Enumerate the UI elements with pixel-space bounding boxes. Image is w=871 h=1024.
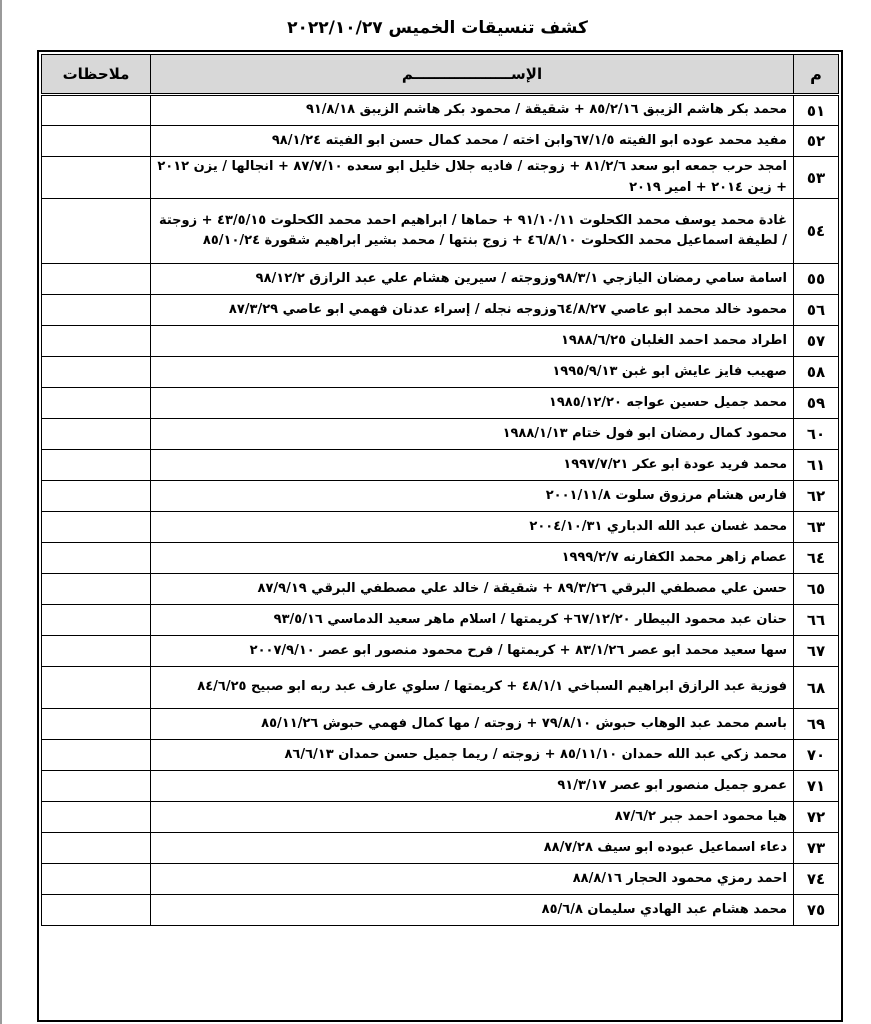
table-row bbox=[42, 833, 839, 864]
row-notes bbox=[42, 895, 151, 926]
page-title: كشف تنسيقات الخميس ٢٠٢٢/١٠/٢٧ bbox=[287, 18, 588, 38]
row-name: محمد هشام عبد الهادي سليمان ٨٥/٦/٨ bbox=[151, 895, 794, 926]
row-notes bbox=[42, 157, 151, 199]
row-notes bbox=[42, 199, 151, 264]
header-number: م bbox=[794, 55, 839, 95]
table-row bbox=[42, 895, 839, 926]
row-notes bbox=[42, 605, 151, 636]
row-name: احمد رمزي محمود الحجار ٨٨/٨/١٦ bbox=[151, 864, 794, 895]
table-row bbox=[42, 605, 839, 636]
row-name: عصام زاهر محمد الكفارنه ١٩٩٩/٢/٧ bbox=[151, 543, 794, 574]
row-notes bbox=[42, 574, 151, 605]
row-number: ٧٢ bbox=[794, 802, 839, 833]
row-number: ٦٩ bbox=[794, 709, 839, 740]
row-notes bbox=[42, 667, 151, 709]
row-name: سها سعيد محمد ابو عصر ٨٣/١/٢٦ + كريمتها / فرح محمود منصور ابو عصر ٢٠٠٧/٩/١٠ bbox=[151, 636, 794, 667]
row-name: حنان عبد محمود البيطار ٦٧/١٢/٢٠+ كريمتها / اسلام ماهر سعيد الدماسي ٩٣/٥/١٦ bbox=[151, 605, 794, 636]
row-notes bbox=[42, 295, 151, 326]
row-notes bbox=[42, 481, 151, 512]
table-row bbox=[42, 574, 839, 605]
row-number: ٥٩ bbox=[794, 388, 839, 419]
row-name: فوزية عبد الرازق ابراهيم السباخي ٤٨/١/١ + كريمتها / سلوي عارف عبد ربه ابو صبيح ٨٤/٦/٢٥ bbox=[151, 667, 794, 709]
row-number: ٦٥ bbox=[794, 574, 839, 605]
row-name: محمد بكر هاشم الزيبق ٨٥/٢/١٦ + شقيقة / محمود بكر هاشم الزيبق ٩١/٨/١٨ bbox=[151, 95, 794, 126]
row-notes bbox=[42, 264, 151, 295]
names-table bbox=[41, 54, 839, 926]
row-number: ٧٣ bbox=[794, 833, 839, 864]
row-number: ٦٨ bbox=[794, 667, 839, 709]
table-row bbox=[42, 326, 839, 357]
row-number: ٦٢ bbox=[794, 481, 839, 512]
row-notes bbox=[42, 636, 151, 667]
row-notes bbox=[42, 419, 151, 450]
row-notes bbox=[42, 450, 151, 481]
coordination-sheet bbox=[37, 50, 843, 1022]
row-name: محمود كمال رمضان ابو فول ختام ١٩٨٨/١/١٣ bbox=[151, 419, 794, 450]
header-notes: ملاحظات bbox=[42, 55, 151, 95]
table-row bbox=[42, 709, 839, 740]
row-number: ٥٦ bbox=[794, 295, 839, 326]
table-row bbox=[42, 450, 839, 481]
row-notes bbox=[42, 740, 151, 771]
table-row bbox=[42, 126, 839, 157]
row-number: ٥٥ bbox=[794, 264, 839, 295]
row-notes bbox=[42, 771, 151, 802]
row-number: ٥٤ bbox=[794, 199, 839, 264]
row-name: محمد غسان عبد الله الدباري ٢٠٠٤/١٠/٣١ bbox=[151, 512, 794, 543]
row-name: محمود خالد محمد ابو عاصي ٦٤/٨/٢٧وزوجه نجله / إسراء عدنان فهمي ابو عاصي ٨٧/٣/٢٩ bbox=[151, 295, 794, 326]
table-row bbox=[42, 388, 839, 419]
row-name: صهيب فايز عايش ابو غبن ١٩٩٥/٩/١٣ bbox=[151, 357, 794, 388]
table-body bbox=[42, 95, 839, 926]
row-notes bbox=[42, 543, 151, 574]
row-name: اسامة سامي رمضان اليازجي ٩٨/٣/١وزوجته / سيرين هشام علي عبد الرازق ٩٨/١٢/٢ bbox=[151, 264, 794, 295]
row-number: ٧٤ bbox=[794, 864, 839, 895]
row-number: ٧٠ bbox=[794, 740, 839, 771]
table-row bbox=[42, 295, 839, 326]
row-name: مفيد محمد عوده ابو الفيته ٦٧/١/٥وابن اخته / محمد كمال حسن ابو الفيته ٩٨/١/٢٤ bbox=[151, 126, 794, 157]
row-number: ٦٦ bbox=[794, 605, 839, 636]
row-notes bbox=[42, 709, 151, 740]
row-name: هيا محمود احمد جبر ٨٧/٦/٢ bbox=[151, 802, 794, 833]
row-number: ٦١ bbox=[794, 450, 839, 481]
row-name: محمد فريد عودة ابو عكر ١٩٩٧/٧/٢١ bbox=[151, 450, 794, 481]
row-number: ٥٢ bbox=[794, 126, 839, 157]
table-row bbox=[42, 512, 839, 543]
table-header-row bbox=[42, 55, 839, 95]
row-name: حسن علي مصطفي البرقي ٨٩/٣/٢٦ + شقيقة / خالد علي مصطفي البرقي ٨٧/٩/١٩ bbox=[151, 574, 794, 605]
row-name: دعاء اسماعيل عبوده ابو سيف ٨٨/٧/٢٨ bbox=[151, 833, 794, 864]
table-row bbox=[42, 357, 839, 388]
row-number: ٦٤ bbox=[794, 543, 839, 574]
header-name: الإســـــــــــــــــــم bbox=[151, 55, 794, 95]
row-number: ٦٣ bbox=[794, 512, 839, 543]
table-row bbox=[42, 864, 839, 895]
row-name: محمد جميل حسين عواجه ١٩٨٥/١٢/٢٠ bbox=[151, 388, 794, 419]
table-row bbox=[42, 157, 839, 199]
row-number: ٥٧ bbox=[794, 326, 839, 357]
row-notes bbox=[42, 833, 151, 864]
row-number: ٥٣ bbox=[794, 157, 839, 199]
row-number: ٧٥ bbox=[794, 895, 839, 926]
row-name: اطراد محمد احمد الغلبان ١٩٨٨/٦/٢٥ bbox=[151, 326, 794, 357]
row-notes bbox=[42, 95, 151, 126]
row-number: ٧١ bbox=[794, 771, 839, 802]
table-row bbox=[42, 771, 839, 802]
table-row bbox=[42, 802, 839, 833]
row-name: امجد حرب جمعه ابو سعد ٨١/٢/٦ + زوجته / فاديه جلال خليل ابو سعده ٨٧/٧/١٠ + انجالها / يزن ٢٠١٢ + زين ٢٠١٤ + امير ٢٠١٩ bbox=[151, 157, 794, 199]
row-number: ٥١ bbox=[794, 95, 839, 126]
row-number: ٥٨ bbox=[794, 357, 839, 388]
row-notes bbox=[42, 357, 151, 388]
row-number: ٦٠ bbox=[794, 419, 839, 450]
row-notes bbox=[42, 802, 151, 833]
row-number: ٦٧ bbox=[794, 636, 839, 667]
table-row bbox=[42, 481, 839, 512]
row-name: باسم محمد عبد الوهاب حبوش ٧٩/٨/١٠ + زوجته / مها كمال فهمي حبوش ٨٥/١١/٢٦ bbox=[151, 709, 794, 740]
table-row bbox=[42, 95, 839, 126]
table-row bbox=[42, 636, 839, 667]
row-name: غادة محمد يوسف محمد الكحلوت ٩١/١٠/١١ + حماها / ابراهيم احمد محمد الكحلوت ٤٣/٥/١٥ + زوجتة / لطيفة اسماعيل محمد الكحلوت ٤٦/٨/١٠ + زوج بنتها / محمد بشير ابراهيم شقورة ٨٥/١٠/٢٤ bbox=[151, 199, 794, 264]
row-name: فارس هشام مرزوق سلوت ٢٠٠١/١١/٨ bbox=[151, 481, 794, 512]
row-notes bbox=[42, 326, 151, 357]
row-name: محمد زكي عبد الله حمدان ٨٥/١١/١٠ + زوجته / ريما جميل حسن حمدان ٨٦/٦/١٣ bbox=[151, 740, 794, 771]
row-notes bbox=[42, 388, 151, 419]
table-row bbox=[42, 419, 839, 450]
row-notes bbox=[42, 126, 151, 157]
table-row bbox=[42, 264, 839, 295]
table-row bbox=[42, 740, 839, 771]
row-name: عمرو جميل منصور ابو عصر ٩١/٣/١٧ bbox=[151, 771, 794, 802]
table-row bbox=[42, 199, 839, 264]
table-row bbox=[42, 543, 839, 574]
row-notes bbox=[42, 512, 151, 543]
row-notes bbox=[42, 864, 151, 895]
table-row bbox=[42, 667, 839, 709]
